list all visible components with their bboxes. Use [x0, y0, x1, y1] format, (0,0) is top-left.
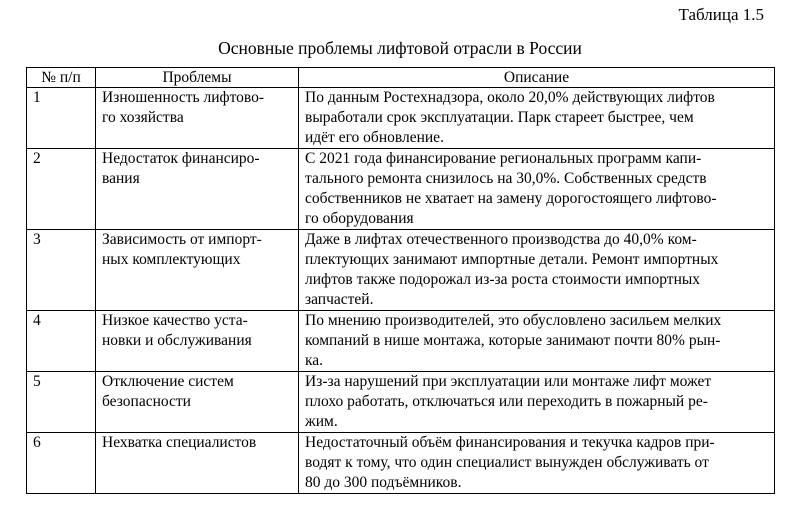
table-header-row: [27, 68, 775, 88]
row-problem: Низкое качество уста- новки и обслуживания: [96, 311, 299, 372]
table-row: [27, 88, 775, 149]
row-description: По данным Ростехнадзора, около 20,0% действующих лифтов выработали срок эксплуатации. Парк стареет быстрее, чем идёт его обновление.: [299, 88, 775, 149]
row-number: 1: [27, 88, 96, 149]
table-caption: Таблица 1.5: [678, 5, 764, 24]
row-number: 6: [27, 433, 96, 494]
row-problem: Зависимость от импорт- ных комплектующих: [96, 230, 299, 311]
row-problem: Отключение систем безопасности: [96, 372, 299, 433]
header-number: № п/п: [27, 68, 96, 88]
row-description: По мнению производителей, это обусловлено засильем мелких компаний в нише монтажа, которые занимают почти 80% рын- ка.: [299, 311, 775, 372]
row-number: 2: [27, 149, 96, 230]
row-problem: Изношенность лифтово- го хозяйства: [96, 88, 299, 149]
row-description: Недостаточный объём финансирования и текучка кадров при- водят к тому, что один специалист вынужден обслуживать от 80 до 300 подъёмников.: [299, 433, 775, 494]
header-description: Описание: [299, 68, 775, 88]
row-description: Даже в лифтах отечественного производства до 40,0% ком- плектующих занимают импортные детали. Ремонт импортных лифтов также подорожал из-за роста стоимости импортных запчастей.: [299, 230, 775, 311]
problems-table: [26, 67, 775, 494]
table-row: [27, 433, 775, 494]
row-number: 5: [27, 372, 96, 433]
row-number: 3: [27, 230, 96, 311]
row-description: Из-за нарушений при эксплуатации или монтаже лифт может плохо работать, отключаться или переходить в пожарный ре- жим.: [299, 372, 775, 433]
row-problem: Нехватка специалистов: [96, 433, 299, 494]
table-row: [27, 311, 775, 372]
table-row: [27, 230, 775, 311]
table-row: [27, 149, 775, 230]
row-number: 4: [27, 311, 96, 372]
row-description: С 2021 года финансирование региональных программ капи- тального ремонта снизилось на 30,0%. Собственных средств собственников не хватает на замену дорогостоящего лифтово- го оборудования: [299, 149, 775, 230]
header-problems: Проблемы: [96, 68, 299, 88]
table-row: [27, 372, 775, 433]
row-problem: Недостаток финансиро- вания: [96, 149, 299, 230]
table-title: Основные проблемы лифтовой отрасли в России: [218, 38, 582, 58]
